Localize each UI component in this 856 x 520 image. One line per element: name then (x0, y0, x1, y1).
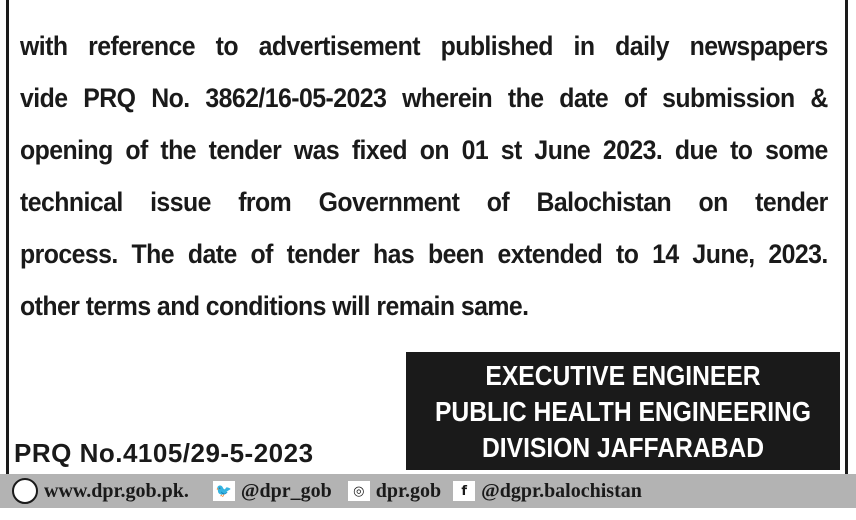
signatory-division: DIVISION JAFFARABAD (481, 432, 765, 463)
notice-line-3: opening of the tender was fixed on 01 st June 2023. due to some (20, 135, 828, 165)
footer-facebook[interactable] (453, 480, 642, 503)
footer-website[interactable] (12, 478, 189, 504)
twitter-handle[interactable]: @dpr_gob (240, 479, 332, 502)
signatory-title: EXECUTIVE ENGINEER (485, 360, 761, 391)
website-link[interactable]: www.dpr.gob.pk. (44, 479, 189, 502)
footer-instagram[interactable] (348, 480, 441, 503)
globe-icon (12, 478, 38, 504)
facebook-icon: f (453, 481, 475, 501)
signatory-department: PUBLIC HEALTH ENGINEERING (434, 396, 812, 427)
twitter-icon: 🐦 (213, 481, 235, 501)
bottom-strip (0, 508, 856, 520)
notice-line-1: with reference to advertisement published in daily newspapers (20, 31, 828, 61)
notice-line-5: process. The date of tender has been extended to 14 June, 2023. (20, 239, 828, 269)
instagram-icon: ◎ (348, 481, 370, 501)
footer-bar (0, 474, 856, 508)
notice-line-6: other terms and conditions will remain same. (20, 291, 529, 321)
notice-body (20, 20, 828, 332)
footer-twitter[interactable] (213, 480, 332, 503)
prq-number: PRQ No.4105/29-5-2023 (14, 438, 314, 468)
notice-line-2: vide PRQ No. 3862/16-05-2023 wherein the date of submission & (20, 83, 828, 113)
facebook-handle[interactable]: @dgpr.balochistan (481, 479, 642, 502)
instagram-handle[interactable]: dpr.gob (375, 479, 442, 502)
signatory-block (406, 352, 840, 470)
notice-line-4: technical issue from Government of Balochistan on tender (20, 187, 828, 217)
